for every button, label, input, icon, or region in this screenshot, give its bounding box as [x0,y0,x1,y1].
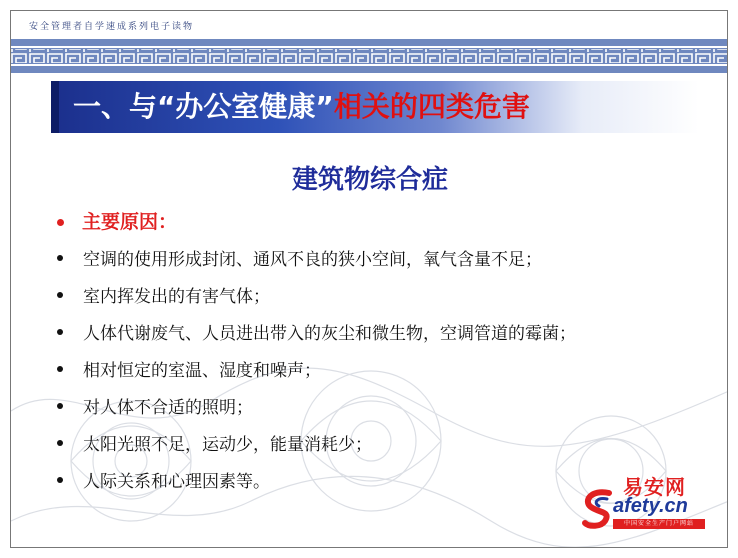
list-item [57,313,717,350]
title-part-2: 相关的四类危害 [333,90,530,123]
logo-swirl-icon [581,487,615,531]
list-item-text: 空调的使用形成封闭、通风不良的狭小空间，氧气含量不足； [83,250,542,270]
section-subtitle: 建筑物综合症 [291,165,448,195]
bullet-icon [57,292,63,298]
title-accent-bar [51,81,59,133]
header-caption: 安全管理者自学速成系列电子读物 [29,22,195,32]
title-banner [51,81,699,133]
decorative-fret-band [11,39,728,73]
bullet-icon [57,255,63,261]
list-item-text: 对人体不合适的照明； [83,398,253,418]
list-item-text: 相对恒定的室温、湿度和噪声； [83,361,321,381]
slide [10,10,728,548]
logo-tagline: 中国安全生产门户网站 [613,519,705,529]
list-item-text: 室内挥发出的有害气体； [83,287,270,307]
logo-url: afety.cn [613,495,688,517]
fret-pattern-icon [11,39,728,73]
page-title [73,89,530,125]
list-item-text: 太阳光照不足，运动少，能量消耗少； [83,435,372,455]
list-item-text: 人体代谢废气、人员进出带入的灰尘和微生物，空调管道的霉菌； [83,324,576,344]
title-part-1: 一、与“办公室健康” [73,90,334,123]
reasons-heading [57,207,177,234]
list-item [57,276,717,313]
list-item [57,239,717,276]
logo-name: 易安网 [623,475,686,499]
site-logo [579,469,709,539]
bullet-icon [57,329,63,335]
reasons-heading-text: 主要原因： [82,211,178,233]
list-item-text: 人际关系和心理因素等。 [83,472,270,492]
red-bullet-icon [57,219,64,226]
